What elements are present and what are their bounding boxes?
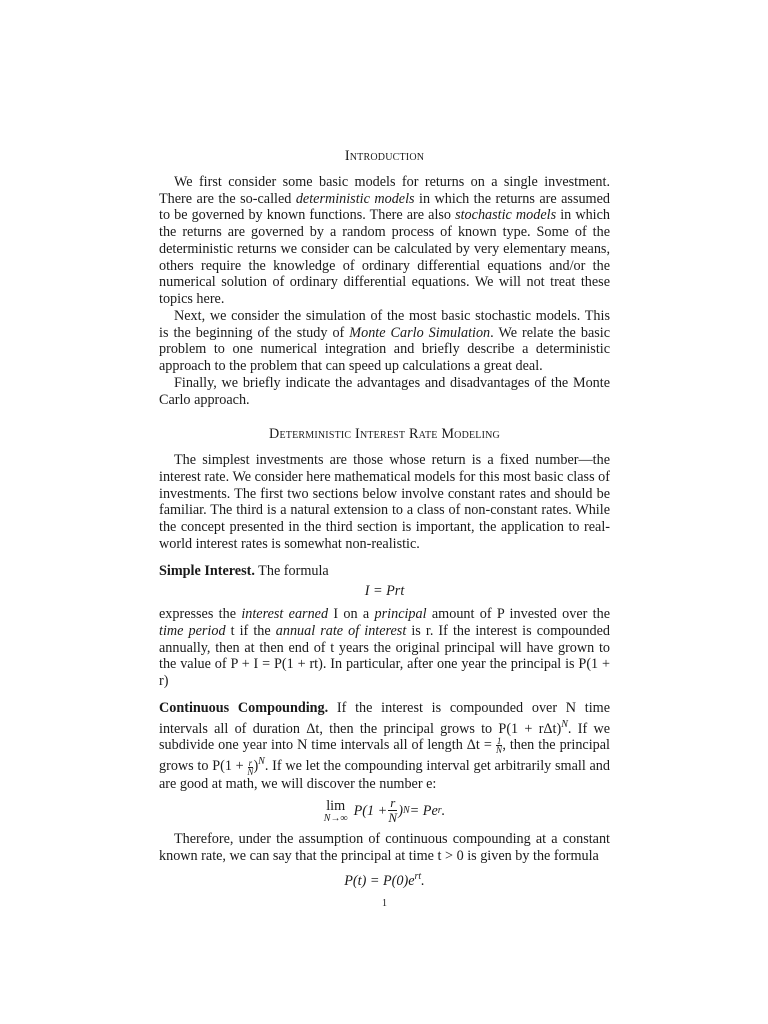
heading-introduction: Introduction [344,148,425,164]
equation-simple-interest: I = Prt [364,583,405,600]
intro-paragraph-2: Next, we consider the simulation of the most basic stochastic models. This is the beginning of the study of Monte Carlo Simulation. We relate the basic problem to one numerical integration and briefly describe a deterministic approach to the problem that can speed up calculations a great deal. [159,307,610,374]
deterministic-paragraph: The simplest investments are those whose return is a fixed number—the interest rate. We consider here mathematical models for this most basic class of investments. The first two sections below involve constant rates and should be familiar. The third is a natural extension to a class of non-constant rates. While the concept presented in the third section is important, the application to real-world interest rates is somewhat non-realistic. [159,452,610,552]
simple-interest-body: expresses the interest earned I on a principal amount of P invested over the time period t if the annual rate of interest is r. If the interest is compounded annually, then at then end of t years the original principal will have grown to the value of P + I = P(1 + rt). In particular, after one year the principal is P(1 + r) [159,606,611,689]
therefore-paragraph: Therefore, under the assumption of continuous compounding at a constant known rate, we can say that the principal at time t > 0 is given by the formula [159,831,610,865]
intro-paragraph-3: Finally, we briefly indicate the advantages and disadvantages of the Monte Carlo approach. [159,374,610,408]
simple-interest-lead: Simple Interest. The formula [159,562,329,579]
fraction-one-over-n: $\frac{1}{N}$ [496,736,503,756]
fraction-r-over-n: $\frac{r}{N}$ [247,757,254,777]
continuous-compounding-paragraph: Continuous Compounding. If the interest is compounded over N time intervals all of duration Δt, then the principal grows to $P(1 + r\Delta t)^N$. If we subdivide one year into N time intervals all of length Δt = $\frac{1}{N}$ , then the principal grows to P(1 + $\frac{r}{N}$ )$^N$. If we let the compounding interval get arbitrarily small and are good at math, we will discover the number e: [159,699,610,792]
equation-continuous: $P(t) = P(0)e^{rt}$. [344,870,425,889]
intro-paragraph-1: We first consider some basic models for returns on a single investment. There are the so-called deterministic models in which the returns are assumed to be governed by known functions. There are also stochastic models in which the returns are governed by a random process of known type. Some of the deterministic returns we consider can be calculated by very elementary means, others require the knowledge of ordinary differential equations and/or the numerical solution of ordinary differential equations. We will not treat these topics here. [159,173,610,307]
term-stochastic-models: stochastic models [455,207,557,224]
limit-operator: lim N→∞ [323,797,348,825]
page-number: 1 [382,897,387,909]
term-monte-carlo: Monte Carlo Simulation [349,324,491,341]
term-deterministic-models: deterministic models [295,190,415,207]
continuous-compounding-title: Continuous Compounding. [159,699,329,716]
equation-limit: lim N→∞ P(1 + $\frac{r}{N}$ ) N = Pe r . [323,795,446,826]
limit-fraction: $\frac{r}{N}$ [388,795,398,826]
heading-deterministic: Deterministic Interest Rate Modeling [269,426,500,443]
simple-interest-title: Simple Interest. [159,562,255,579]
page-content [159,148,610,912]
